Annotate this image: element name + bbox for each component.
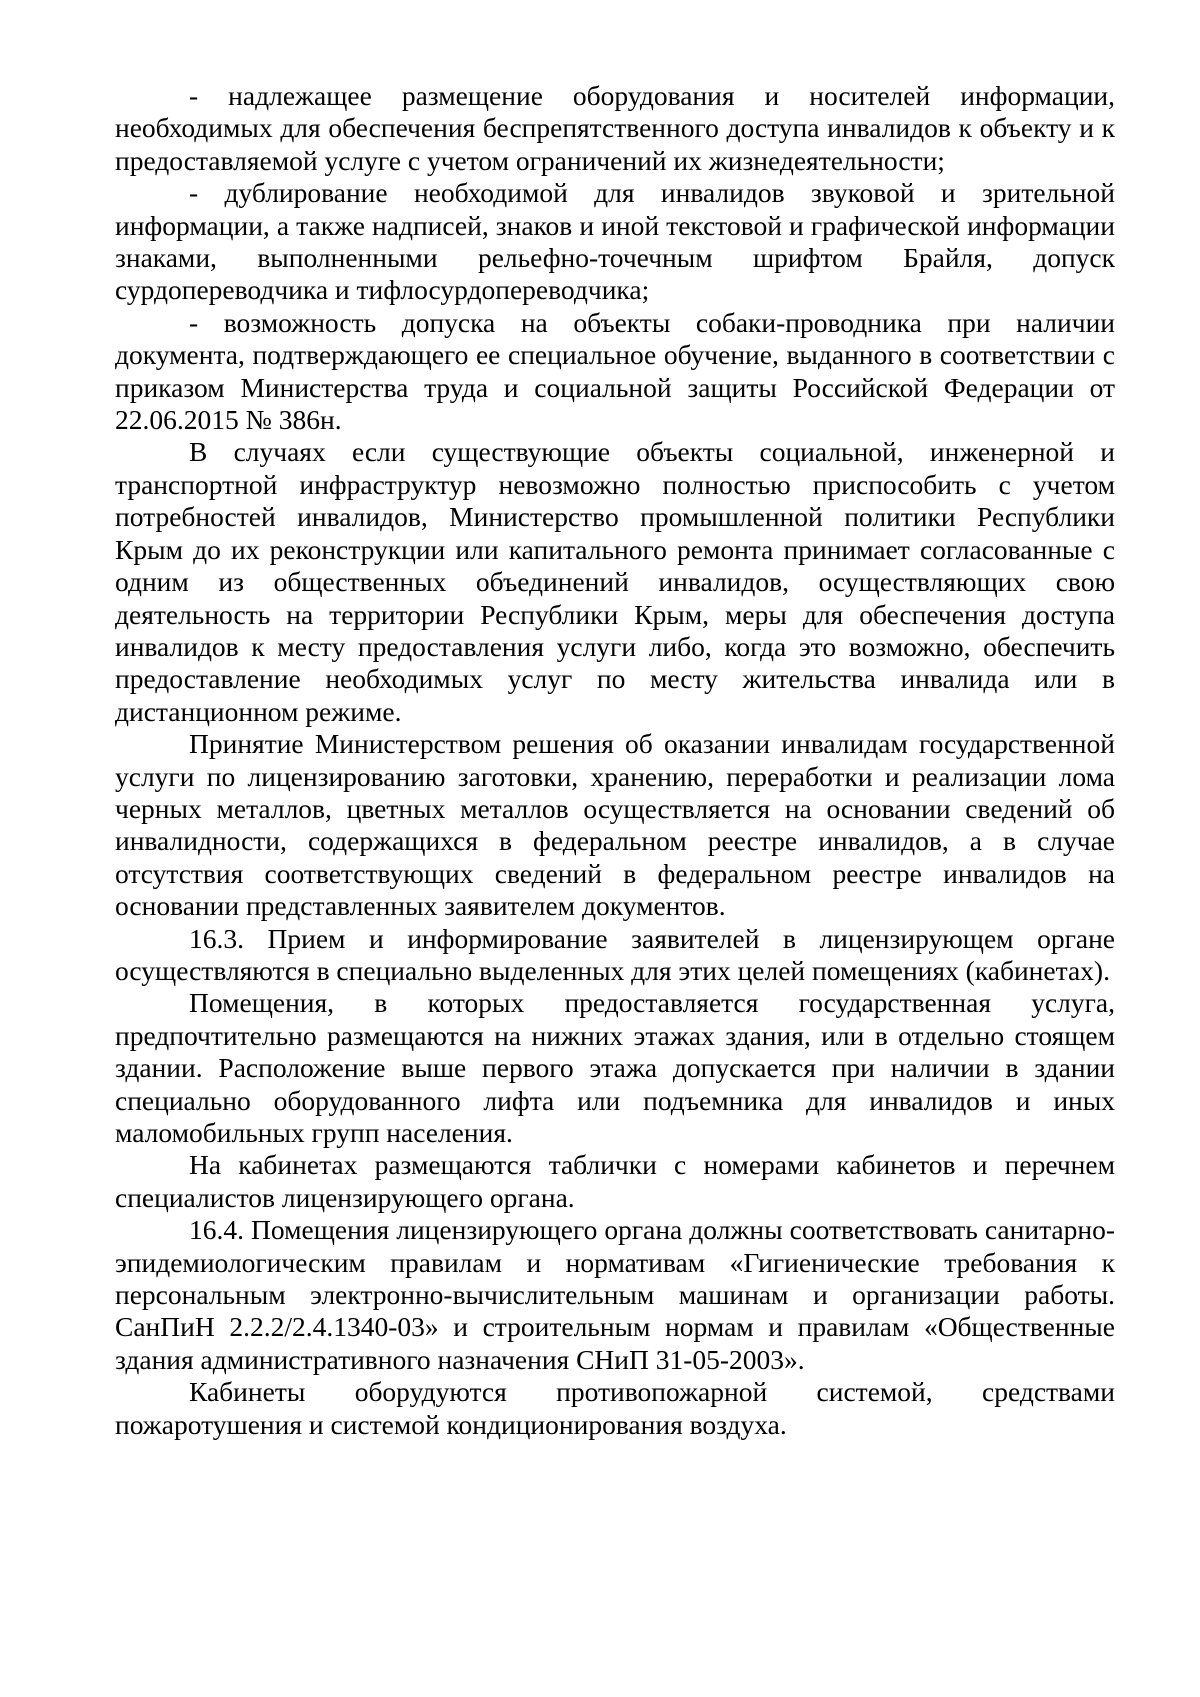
document-page xyxy=(115,80,1115,1441)
paragraph-section-16-4: 16.4. Помещения лицензирующего органа должны соответствовать санитарно-эпидемиологическим правилам и нормативам «Гигиенические требования к персональным электронно-вычислительным машинам и организации работы. СанПиН 2.2.2/2.4.1340-03» и строительным нормам и правилам «Общественные здания административного назначения СНиП 31-05-2003». xyxy=(115,1214,1115,1375)
paragraph-section-16-3: 16.3. Прием и информирование заявителей в лицензирующем органе осуществляются в специально выделенных для этих целей помещениях (кабинетах). xyxy=(115,922,1115,986)
paragraph-infrastructure-measures: В случаях если существующие объекты социальной, инженерной и транспортной инфраструктур невозможно полностью приспособить с учетом потребностей инвалидов, Министерство промышленной политики Республики Крым до их реконструкции или капитального ремонта принимает согласованные с одним из общественных объединений инвалидов, осуществляющих свою деятельность на территории Республики Крым, меры для обеспечения доступа инвалидов к месту предоставления услуги либо, когда это возможно, обеспечить предоставление необходимых услуг по месту жительства инвалида или в дистанционном режиме. xyxy=(115,436,1115,727)
paragraph-office-signs: На кабинетах размещаются таблички с номерами кабинетов и перечнем специалистов лицензирующего органа. xyxy=(115,1149,1115,1213)
paragraph-disability-registry: Принятие Министерством решения об оказании инвалидам государственной услуги по лицензированию заготовки, хранению, переработки и реализации лома черных металлов, цветных металлов осуществляется на основании сведений об инвалидности, содержащихся в федеральном реестре инвалидов, а в случае отсутствия соответствующих сведений в федеральном реестре инвалидов на основании представленных заявителем документов. xyxy=(115,728,1115,922)
paragraph-braille-duplication: - дублирование необходимой для инвалидов звуковой и зрительной информации, а также надписей, знаков и иной текстовой и графической информации знаками, выполненными рельефно-точечным шрифтом Брайля, допуск сурдопереводчика и тифлосурдопереводчика; xyxy=(115,177,1115,306)
paragraph-signage-equipment: - надлежащее размещение оборудования и носителей информации, необходимых для обеспечения беспрепятственного доступа инвалидов к объекту и к предоставляемой услуге с учетом ограничений их жизнедеятельности; xyxy=(115,80,1115,176)
paragraph-premises-location: Помещения, в которых предоставляется государственная услуга, предпочтительно размещаются на нижних этажах здания, или в отдельно стоящем здании. Расположение выше первого этажа допускается при наличии в здании специально оборудованного лифта или подъемника для инвалидов и иных маломобильных групп населения. xyxy=(115,987,1115,1148)
paragraph-guide-dog-access: - возможность допуска на объекты собаки-проводника при наличии документа, подтверждающего ее специальное обучение, выданного в соответствии с приказом Министерства труда и социальной защиты Российской Федерации от 22.06.2015 № 386н. xyxy=(115,306,1115,436)
paragraph-fire-safety: Кабинеты оборудуются противопожарной системой, средствами пожаротушения и системой кондиционирования воздуха. xyxy=(115,1376,1115,1440)
